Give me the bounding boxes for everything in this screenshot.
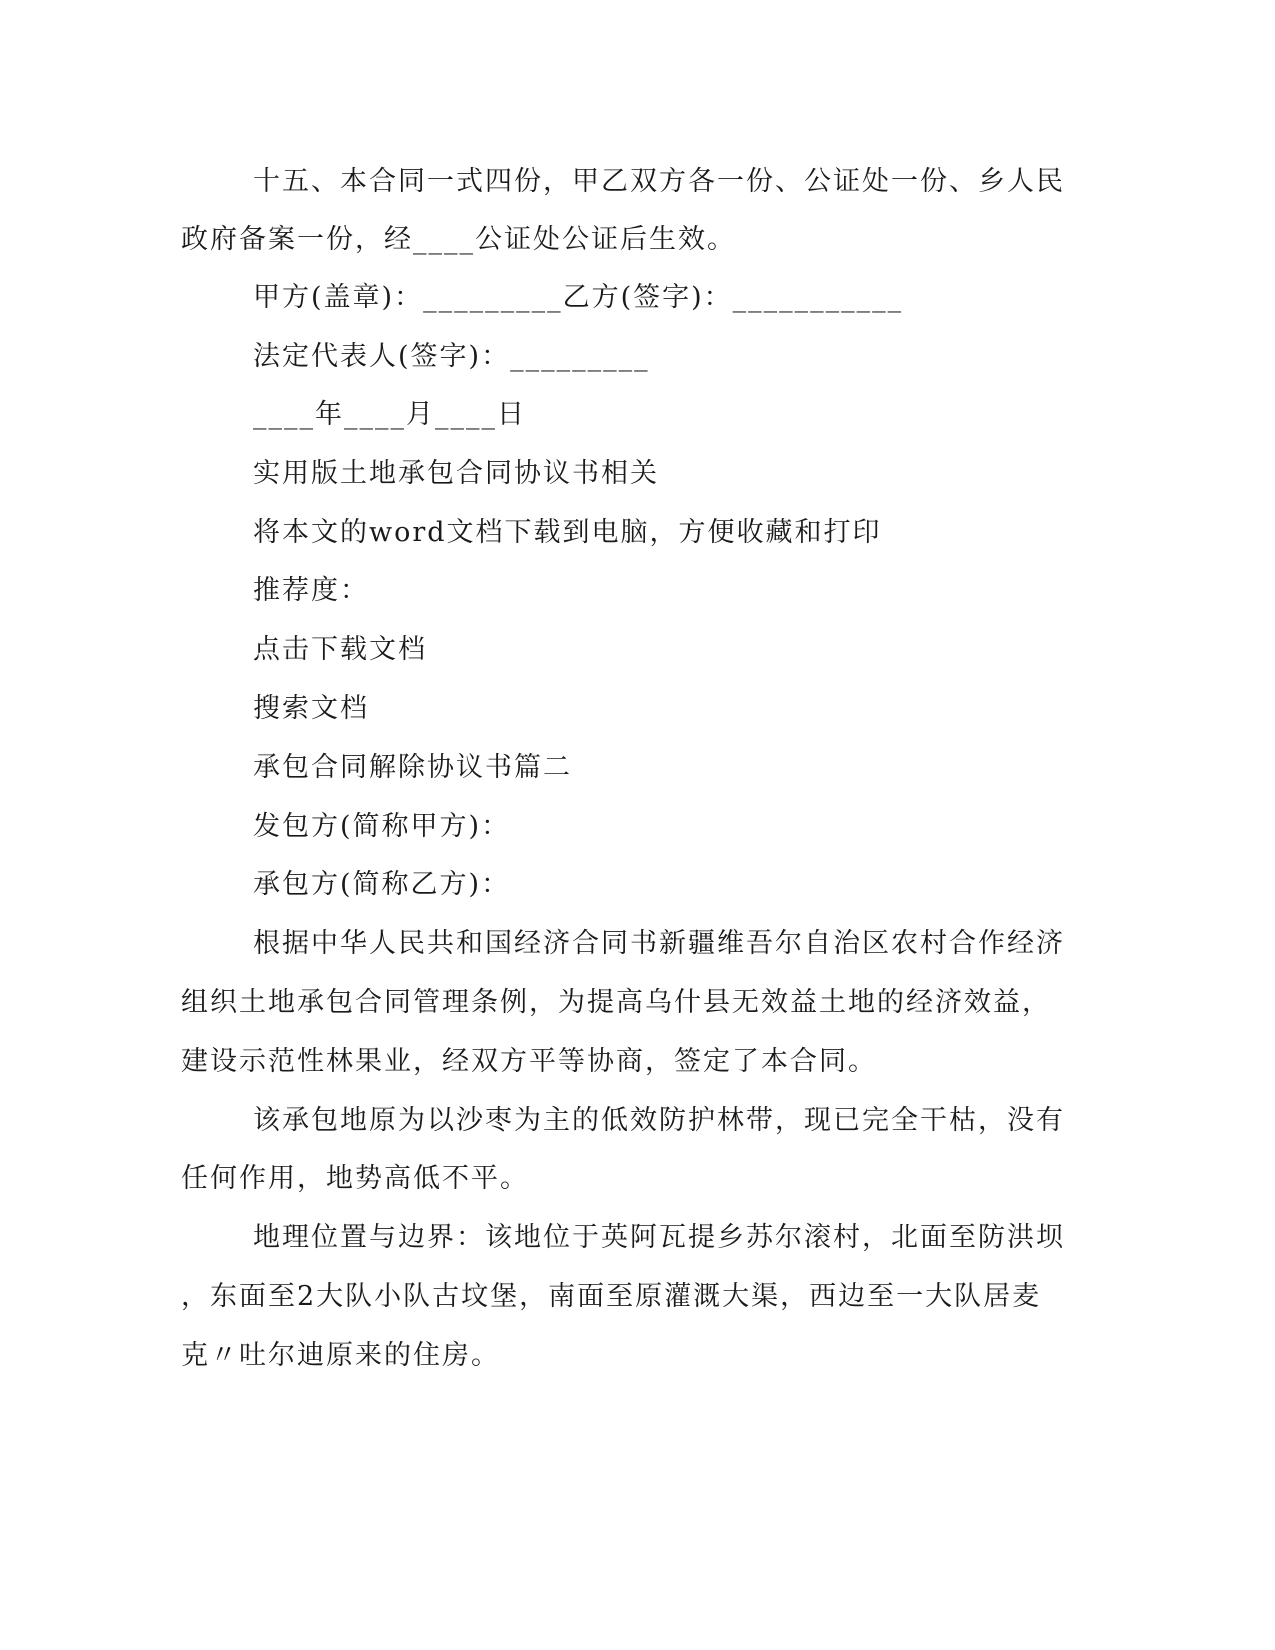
- signature-line-representative: 法定代表人(签字)：_________: [253, 341, 650, 372]
- paragraph-line: 建设示范性林果业，经双方平等协商，签定了本合同。: [181, 1046, 877, 1077]
- recommendation-label: 推荐度：: [253, 575, 369, 606]
- search-document-link[interactable]: 搜索文档: [253, 693, 369, 724]
- paragraph-line: 十五、本合同一式四份，甲乙双方各一份、公证处一份、乡人民: [253, 166, 1065, 197]
- download-notice: 将本文的word文档下载到电脑，方便收藏和打印: [253, 517, 882, 548]
- paragraph-line: 组织土地承包合同管理条例，为提高乌什县无效益土地的经济效益，: [181, 987, 1051, 1018]
- date-line: ____年____月____日: [253, 399, 526, 430]
- download-document-link[interactable]: 点击下载文档: [253, 634, 427, 665]
- paragraph-line: 政府备案一份，经____公证处公证后生效。: [181, 224, 736, 255]
- party-b-line: 承包方(简称乙方)：: [253, 869, 511, 900]
- paragraph-line: ，东面至2大队小队古坟堡，南面至原灌溉大渠，西边至一大队居麦: [181, 1281, 1042, 1312]
- party-a-line: 发包方(简称甲方)：: [253, 811, 511, 842]
- signature-line-parties: 甲方(盖章)：_________乙方(签字)：___________: [253, 282, 904, 313]
- paragraph-line: 任何作用，地势高低不平。: [181, 1163, 529, 1194]
- paragraph-line: 根据中华人民共和国经济合同书新疆维吾尔自治区农村合作经济: [253, 928, 1065, 959]
- paragraph-line: 克〃吐尔迪原来的住房。: [181, 1340, 500, 1371]
- paragraph-line: 该承包地原为以沙枣为主的低效防护林带，现已完全干枯，没有: [253, 1105, 1065, 1136]
- paragraph-line: 地理位置与边界：该地位于英阿瓦提乡苏尔滚村，北面至防洪坝: [253, 1222, 1065, 1253]
- section-title: 承包合同解除协议书篇二: [253, 752, 572, 783]
- related-heading: 实用版土地承包合同协议书相关: [253, 458, 659, 489]
